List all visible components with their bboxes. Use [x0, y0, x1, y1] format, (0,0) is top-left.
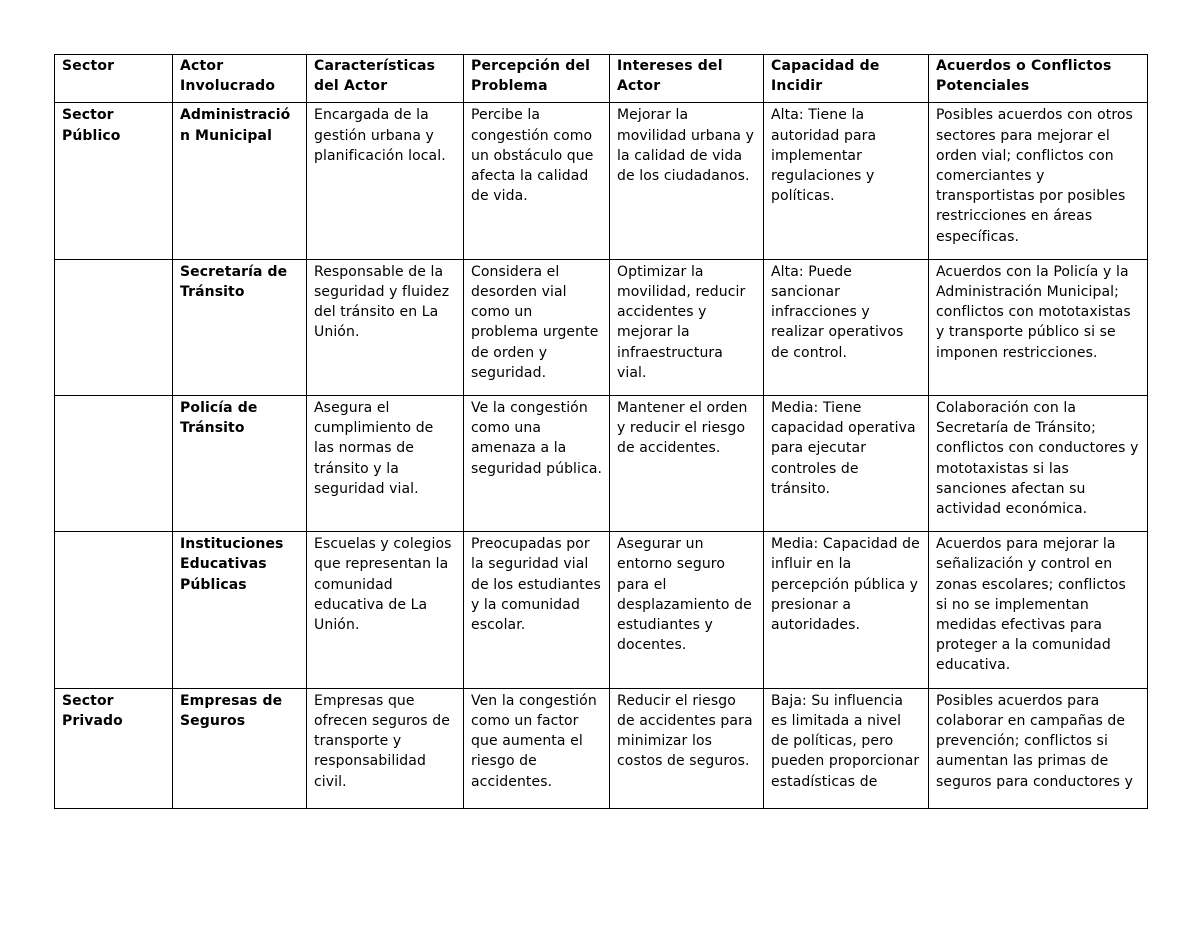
- interests-cell: [610, 688, 764, 808]
- perception-cell: Percibe la congestión como un obstáculo que afecta la calidad de vida.: [464, 103, 610, 259]
- header-characteristics: Características del Actor: [307, 55, 464, 103]
- interests-cell: Asegurar un entorno seguro para el desplazamiento de estudiantes y docentes.: [610, 532, 764, 688]
- sector-cell: [55, 259, 173, 395]
- header-sector: Sector: [55, 55, 173, 103]
- agreements-cell: Posibles acuerdos con otros sectores para mejorar el orden vial; conflictos con comerciantes y transportistas por posibles restricciones en áreas específicas.: [929, 103, 1148, 259]
- table-row: [55, 532, 1148, 688]
- actor-cell: Secretaría de Tránsito: [173, 259, 307, 395]
- agreements-cell: Acuerdos con la Policía y la Administración Municipal; conflictos con mototaxistas y transporte público si se imponen restricciones.: [929, 259, 1148, 395]
- actor-cell: Policía de Tránsito: [173, 396, 307, 532]
- header-interests: Intereses del Actor: [610, 55, 764, 103]
- perception-cell: Preocupadas por la seguridad vial de los estudiantes y la comunidad escolar.: [464, 532, 610, 688]
- perception-cell: Considera el desorden vial como un problema urgente de orden y seguridad.: [464, 259, 610, 395]
- sector-cell: [55, 532, 173, 688]
- actor-cell: [173, 688, 307, 808]
- agreements-cell: [929, 688, 1148, 808]
- capacity-cell: Alta: Tiene la autoridad para implementar regulaciones y políticas.: [764, 103, 929, 259]
- perception-cell: Ve la congestión como una amenaza a la seguridad pública.: [464, 396, 610, 532]
- sector-text: Sector Privado: [62, 692, 123, 729]
- interests-cell: Optimizar la movilidad, reducir accidentes y mejorar la infraestructura vial.: [610, 259, 764, 395]
- table-row: [55, 259, 1148, 395]
- header-capacity: Capacidad de Incidir: [764, 55, 929, 103]
- header-perception: Percepción del Problema: [464, 55, 610, 103]
- characteristics-text: Empresas que ofrecen seguros de transporte y responsabilidad civil.: [314, 692, 450, 790]
- perception-cell: [464, 688, 610, 808]
- capacity-text: Baja: Su influencia es limitada a nivel de políticas, pero pueden proporcionar estadísticas de: [771, 692, 920, 790]
- agreements-cell: Acuerdos para mejorar la señalización y control en zonas escolares; conflictos si no se implementan medidas efectivas para proteger a la comunidad educativa.: [929, 532, 1148, 688]
- stakeholder-table: [54, 54, 1148, 809]
- sector-cell: Sector Público: [55, 103, 173, 259]
- perception-text: Ven la congestión como un factor que aumenta el riesgo de accidentes.: [471, 692, 597, 790]
- actor-text: Empresas de Seguros: [180, 692, 283, 729]
- capacity-cell: [764, 688, 929, 808]
- actor-cell: Instituciones Educativas Públicas: [173, 532, 307, 688]
- capacity-cell: Media: Capacidad de influir en la percepción pública y presionar a autoridades.: [764, 532, 929, 688]
- header-agreements: Acuerdos o Conflictos Potenciales: [929, 55, 1148, 103]
- table-row: [55, 103, 1148, 259]
- characteristics-cell: Escuelas y colegios que representan la comunidad educativa de La Unión.: [307, 532, 464, 688]
- document-page: [54, 54, 1147, 809]
- interests-cell: Mantener el orden y reducir el riesgo de accidentes.: [610, 396, 764, 532]
- capacity-cell: Alta: Puede sancionar infracciones y realizar operativos de control.: [764, 259, 929, 395]
- sector-cell: [55, 396, 173, 532]
- characteristics-cell: Encargada de la gestión urbana y planificación local.: [307, 103, 464, 259]
- table-row: [55, 688, 1148, 808]
- actor-cell: Administración Municipal: [173, 103, 307, 259]
- table-row: [55, 396, 1148, 532]
- agreements-text: Posibles acuerdos para colaborar en campañas de prevención; conflictos si aumentan las primas de seguros para conductores y: [936, 692, 1134, 790]
- interests-text: Reducir el riesgo de accidentes para minimizar los costos de seguros.: [617, 692, 753, 770]
- characteristics-cell: [307, 688, 464, 808]
- agreements-cell: Colaboración con la Secretaría de Tránsito; conflictos con conductores y mototaxistas si las sanciones afectan su actividad económica.: [929, 396, 1148, 532]
- sector-cell: [55, 688, 173, 808]
- header-actor: Actor Involucrado: [173, 55, 307, 103]
- interests-cell: Mejorar la movilidad urbana y la calidad de vida de los ciudadanos.: [610, 103, 764, 259]
- header-row: [55, 55, 1148, 103]
- characteristics-cell: Asegura el cumplimiento de las normas de tránsito y la seguridad vial.: [307, 396, 464, 532]
- characteristics-cell: Responsable de la seguridad y fluidez del tránsito en La Unión.: [307, 259, 464, 395]
- capacity-cell: Media: Tiene capacidad operativa para ejecutar controles de tránsito.: [764, 396, 929, 532]
